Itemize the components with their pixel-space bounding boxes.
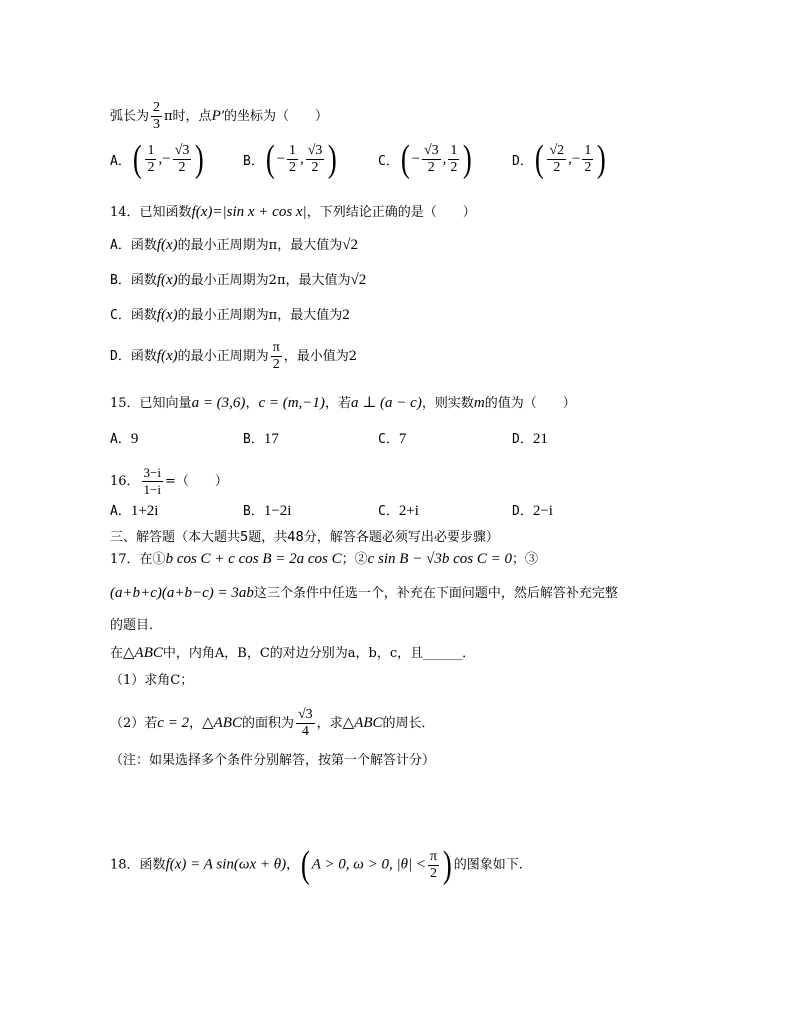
q17-line1: 17．在①b cos C + c cos B = 2a cos C；②c sin B − √3b cos C = 0；③: [110, 551, 538, 567]
q16-option-b[interactable]: B．1−2i: [243, 503, 292, 519]
q17-line2: (a+b+c)(a+b−c) = 3ab这三个条件中任选一个，补充在下面问题中，然后解答补充完整: [110, 585, 618, 601]
q15-option-b[interactable]: B．17: [243, 431, 279, 447]
q13-y-fraction: $\frac{√3}{2}$: [307, 142, 323, 175]
q15-vector-c: c = (m,−1): [258, 395, 325, 411]
q18-theta-fraction: $\frac{\pi}{2}$: [430, 848, 438, 881]
q13-option-c[interactable]: C． ( − $\frac{√3}{2}$ , $\frac{1}{2}$ ): [378, 138, 473, 180]
q14-option-b[interactable]: B．函数f(x)的最小正周期为2π，最大值为√2: [110, 272, 367, 288]
q17-line4: 在△ABC中，内角A，B，C的对边分别为a，b，c，且______．: [110, 645, 476, 661]
q15-condition: a ⊥ (a − c): [350, 395, 422, 411]
q15-option-c[interactable]: C．7: [378, 431, 407, 447]
q13-x-fraction: $\frac{√3}{2}$: [423, 142, 439, 175]
q17-note: （注：如果选择多个条件分别解答，按第一个解答计分）: [110, 753, 436, 768]
q13-y-fraction: $\frac{1}{2}$: [450, 142, 458, 175]
q14-option-c[interactable]: C．函数f(x)的最小正周期为π，最大值为2: [110, 307, 350, 323]
q14-stem: 14．已知函数f(x)=|sin x + cos x|，下列结论正确的是（ ）: [110, 204, 476, 220]
q14-d-fraction: $\frac{\pi}{2}$: [272, 340, 280, 372]
q16-option-c[interactable]: C．2+i: [378, 503, 419, 519]
q13-option-a[interactable]: A． ( $\frac{1}{2}$ , − $\frac{√3}{2}$ ): [110, 138, 205, 180]
q18-stem: 18．函数f(x) = A sin(ωx + θ)，( A > 0, ω > 0, |θ| < $\frac{\pi}{2}$ ) 的图象如下.: [110, 844, 523, 886]
q13-option-b[interactable]: B． ( − $\frac{1}{2}$ , $\frac{√3}{2}$ ): [243, 138, 338, 180]
q13-arc-fraction: $\frac{2}{3}$: [153, 100, 161, 132]
q15-stem: 15．已知向量a = (3,6)，c = (m,−1)，若a ⊥ (a − c)，则实数m的值为（ ）: [110, 395, 576, 411]
q17-condition-2: c sin B − √3b cos C = 0: [367, 551, 512, 567]
q13-x-fraction: $\frac{1}{2}$: [147, 142, 155, 175]
q13-y-fraction: $\frac{√3}{2}$: [174, 142, 190, 175]
section-heading: 三、解答题（本大题共5题，共48分，解答各题必须写出必要步骤）: [110, 530, 499, 545]
q18-condition: A > 0, ω > 0, |θ| <: [311, 856, 426, 873]
q17-area-fraction: $\frac{√3}{4}$: [297, 707, 313, 739]
q15-option-d[interactable]: D．21: [512, 431, 548, 447]
q13-x-fraction: $\frac{1}{2}$: [288, 142, 296, 175]
q17-condition-3: (a+b+c)(a+b−c) = 3ab: [110, 585, 254, 601]
q14-option-a[interactable]: A．函数f(x)的最小正周期为π，最大值为√2: [110, 237, 358, 253]
q15-vector-a: a = (3,6): [191, 395, 246, 411]
q14-option-d[interactable]: D．函数f(x)的最小正周期为 $\frac{\pi}{2}$ ，最小值为2: [110, 340, 358, 372]
q13-y-fraction: $\frac{1}{2}$: [584, 142, 592, 175]
q14-function: f(x)=|sin x + cos x|: [191, 204, 307, 220]
q17-part1: （1）求角C；: [110, 673, 194, 688]
q17-line3: 的题目．: [110, 618, 163, 633]
q18-function: f(x) = A sin(ωx + θ): [165, 856, 287, 873]
q17-part2: （2）若c = 2，△ABC的面积为 $\frac{√3}{4}$ ，求△ABC的周长．: [110, 707, 435, 739]
q16-option-d[interactable]: D．2−i: [512, 503, 553, 519]
q16-fraction: $\frac{3-i}{1-i}$: [143, 465, 161, 497]
q15-option-a[interactable]: A．9: [110, 431, 139, 447]
q17-condition-1: b cos C + c cos B = 2a cos C: [165, 551, 342, 567]
q16-stem: 16． $\frac{3-i}{1-i}$ =（ ）: [110, 465, 228, 497]
q13-x-fraction: $\frac{√2}{2}$: [549, 142, 565, 175]
q16-option-a[interactable]: A．1+2i: [110, 503, 159, 519]
q13-option-d[interactable]: D． ( $\frac{√2}{2}$ , − $\frac{1}{2}$ ): [512, 138, 607, 180]
q13-stem: 弧长为 $\frac{2}{3}$ π时，点P′的坐标为（ ）: [110, 100, 329, 132]
